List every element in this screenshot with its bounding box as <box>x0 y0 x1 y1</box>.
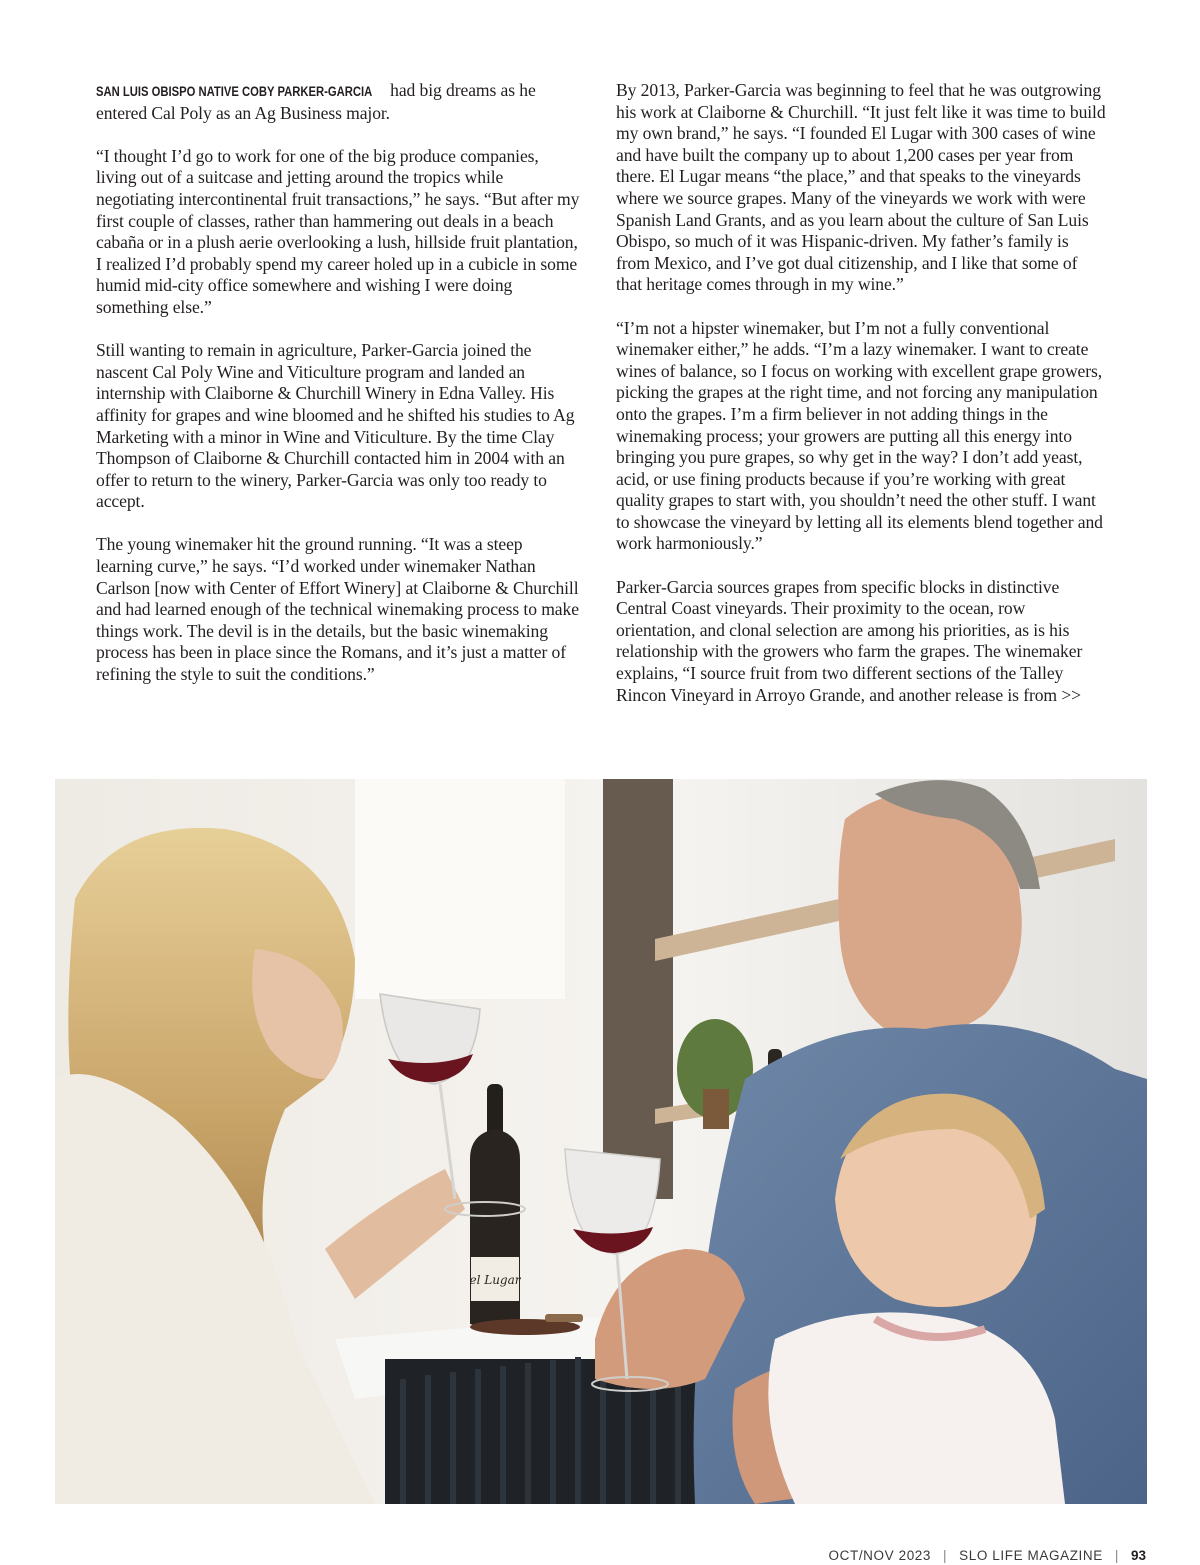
page-footer <box>829 1545 1146 1565</box>
lead-paragraph-text: had big dreams as he entered Cal Poly as an Ag Business major. <box>96 80 536 123</box>
article-paragraph: Still wanting to remain in agriculture, Parker-Garcia joined the nascent Cal Poly Wine and Viticulture program and landed an internship with Claiborne & Churchill Winery in Edna Valley. His affinity for grapes and wine bloomed and he shifted his studies to Ag Marketing with a minor in Wine and Viticulture. By the time Clay Thompson of Claiborne & Churchill contacted him in 2004 with an offer to return to the winery, Parker-Garcia was only too ready to accept. <box>96 340 575 512</box>
article-left-column <box>96 80 580 707</box>
article-paragraph: “I thought I’d go to work for one of the big produce companies, living out of a suitcase and jetting around the tropics while negotiating intercontinental fruit transactions,” he says. “But after my first couple of classes, rather than hammering out deals in a beach cabaña or in a plush aerie overlooking a lush, hillside fruit plantation, I realized I’d probably spend my career holed up in a cubicle in some humid mid-city office somewhere and wishing I were doing something else.” <box>96 145 580 317</box>
bottle-label-text: el Lugar <box>469 1273 521 1287</box>
footer-separator: | <box>1114 1547 1119 1563</box>
footer-separator: | <box>943 1547 948 1563</box>
issue-date: OCT/NOV 2023 <box>828 1547 932 1563</box>
feature-photo <box>55 779 1147 1504</box>
article-paragraph: Parker-Garcia sources grapes from specific blocks in distinctive Central Coast vineyards. Their proximity to the ocean, row orientation, and clonal selection are among his priorities, as is his relationship with the growers who farm the grapes. The winemaker explains, “I source fruit from two different sections of the Talley Rincon Vineyard in Arroyo Grande, and another release is from >> <box>616 576 1083 705</box>
article-paragraph: The young winemaker hit the ground running. “It was a steep learning curve,” he says. “I’d worked under winemaker Nathan Carlson [now with Center of Effort Winery] at Claiborne & Churchill and had learned enough of the technical winemaking process to make things work. The devil is in the details, but the basic winemaking process has been in place since the Romans, and it’s just a matter of refining the style to suit the conditions.” <box>96 534 579 685</box>
page-number: 93 <box>1130 1547 1146 1563</box>
lead-in: SAN LUIS OBISPO NATIVE COBY PARKER-GARCIA <box>96 84 373 99</box>
article-paragraph <box>96 80 580 124</box>
article-paragraph: By 2013, Parker-Garcia was beginning to feel that he was outgrowing his work at Claiborne & Churchill. “It just felt like it was time to build my own brand,” he says. “I founded El Lugar with 300 cases of wine and have built the company up to about 1,200 cases per year from there. El Lugar means “the place,” and that speaks to the vineyards where we source grapes. Many of the vineyards we work with were Spanish Land Grants, and as you learn about the culture of San Luis Obispo, so much of it was Hispanic-driven. My father’s family is from Mexico, and I’ve got dual citizenship, and I like that some of that heritage comes through in my wine.” <box>616 80 1106 295</box>
article-paragraph: “I’m not a hipster winemaker, but I’m not a fully conventional winemaker either,” he adds. “I’m a lazy winemaker. I want to create wines of balance, so I focus on working with excellent grape growers, picking the grapes at the right time, and not forcing any manipulation onto the grapes. I’m a firm believer in not adding things in the winemaking process; your growers are putting all this energy into bringing you pure grapes, so why get in the way? I don’t add yeast, acid, or use fining products because if you’re working with great quality grapes to start with, you shouldn’t need the other stuff. I want to showcase the vineyard by letting all its elements blend together and work harmoniously.” <box>616 317 1103 554</box>
publication-name: SLO LIFE MAGAZINE <box>959 1547 1103 1563</box>
article-right-column <box>616 80 1106 728</box>
